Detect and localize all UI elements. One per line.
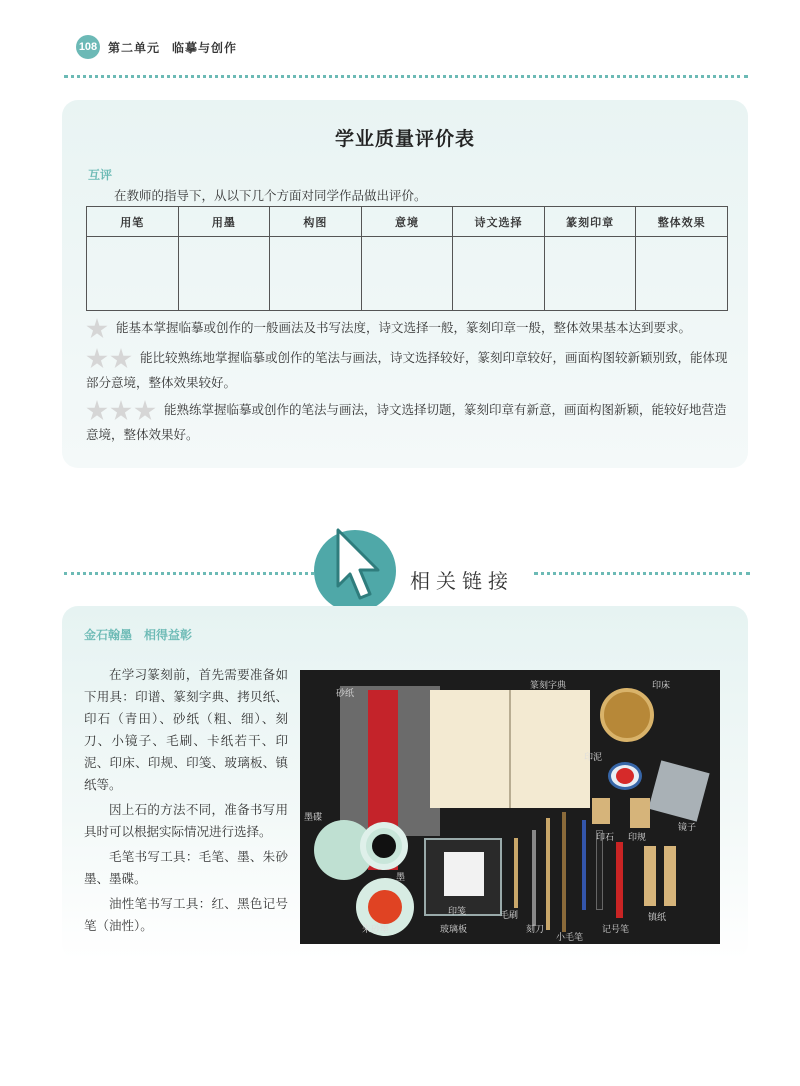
paperweight-shape <box>644 846 656 906</box>
table-row <box>87 237 728 311</box>
star-icon <box>86 348 108 370</box>
rating-text: 能熟练掌握临摹或创作的笔法与画法，诗文选择切题，篆刻印章有新意，画面构图新颖，能较好地营造意境，整体效果好。 <box>86 402 727 442</box>
brush-tool-shape <box>514 838 518 908</box>
evaluation-title: 学业质量评价表 <box>334 128 475 150</box>
table-header-row <box>87 207 728 237</box>
rating-two-star <box>86 346 730 395</box>
column-header: 构图 <box>270 207 362 237</box>
related-tag: 金石翰墨 相得益彰 <box>84 628 193 642</box>
column-header: 整体效果 <box>636 207 728 237</box>
evaluation-intro: 在教师的指导下，从以下几个方面对同学作品做出评价。 <box>114 188 427 203</box>
rating-one-star <box>86 316 730 341</box>
stars <box>86 399 158 423</box>
table-cell[interactable] <box>453 237 545 311</box>
pen-shape <box>582 820 586 910</box>
vermilion-ink-shape <box>368 890 402 924</box>
star-icon <box>134 400 156 422</box>
photo-label: 印笺 <box>448 907 467 917</box>
unit-label: 第二单元 <box>108 40 161 55</box>
related-link-header <box>0 520 800 610</box>
seal-gauge-shape <box>630 798 650 828</box>
dotted-divider <box>534 572 750 575</box>
carving-knife-shape <box>532 830 536 926</box>
paperweight-shape <box>664 846 676 906</box>
table-cell[interactable] <box>270 237 362 311</box>
seal-bed-shape <box>600 688 654 742</box>
photo-label: 印石 <box>596 833 615 843</box>
photo-label: 墨碟 <box>304 813 323 823</box>
ink-paste-red <box>616 768 634 784</box>
seal-stone-shape <box>592 798 610 824</box>
photo-label: 镜子 <box>678 823 697 833</box>
related-body <box>84 664 288 940</box>
photo-label: 刻刀 <box>526 925 545 935</box>
photo-label: 小毛笔 <box>556 933 584 943</box>
column-header: 用墨 <box>178 207 270 237</box>
mirror-shape <box>648 760 709 821</box>
seal-tools-photo <box>300 670 720 944</box>
dotted-divider <box>64 572 314 575</box>
star-icon <box>86 400 108 422</box>
column-header: 意境 <box>361 207 453 237</box>
page-header <box>76 34 237 60</box>
photo-label: 印泥 <box>584 753 603 763</box>
related-link-title: 相关链接 <box>410 569 514 593</box>
marker-red-shape <box>616 842 623 918</box>
table-cell[interactable] <box>636 237 728 311</box>
small-brush-shape <box>546 818 550 930</box>
cursor-icon <box>332 526 386 606</box>
paragraph: 在学习篆刻前，首先需要准备如下用具：印谱、篆刻字典、拷贝纸、印石（青田）、砂纸（粗、细）、刻刀、小镜子、毛刷、卡纸若干、印泥、印床、印规、印笺、玻璃板、镇纸等。 <box>84 667 288 792</box>
photo-label: 玻璃板 <box>440 925 468 935</box>
photo-label: 墨 <box>396 873 406 883</box>
table-cell[interactable] <box>544 237 636 311</box>
column-header: 篆刻印章 <box>544 207 636 237</box>
stars <box>86 317 110 341</box>
photo-label: 砂纸 <box>336 689 355 699</box>
column-header: 诗文选择 <box>453 207 545 237</box>
page-number: 108 <box>76 35 100 59</box>
paragraph: 因上石的方法不同，准备书写用具时可以根据实际情况进行选择。 <box>84 802 288 839</box>
photo-label: 印床 <box>652 681 671 691</box>
dictionary-shape <box>430 690 590 808</box>
photo-label: 朱砂墨 <box>362 925 390 935</box>
rating-text: 能基本掌握临摹或创作的一般画法及书写法度，诗文选择一般，篆刻印章一般，整体效果基本达到要求。 <box>116 320 692 335</box>
paragraph: 毛笔书写工具：毛笔、墨、朱砂墨、墨碟。 <box>84 849 288 886</box>
photo-label: 印规 <box>628 833 647 843</box>
seal-paper-shape <box>444 852 484 896</box>
table-cell[interactable] <box>178 237 270 311</box>
star-icon <box>86 318 108 340</box>
ink-shape <box>372 834 396 858</box>
table-cell[interactable] <box>361 237 453 311</box>
header-title <box>108 39 237 56</box>
photo-label: 镇纸 <box>648 913 667 923</box>
rating-three-star <box>86 398 730 447</box>
star-icon <box>110 400 132 422</box>
rating-text: 能比较熟练地掌握临摹或创作的笔法与画法，诗文选择较好，篆刻印章较好，画面构图较新颖别致，能体现部分意境，整体效果较好。 <box>86 350 728 390</box>
photo-label: 篆刻字典 <box>530 681 567 691</box>
table-cell[interactable] <box>87 237 179 311</box>
small-brush-shape <box>562 812 566 932</box>
column-header: 用笔 <box>87 207 179 237</box>
stars <box>86 347 134 371</box>
evaluation-panel <box>62 100 748 468</box>
photo-label: 记号笔 <box>602 925 630 935</box>
dotted-divider <box>64 75 748 78</box>
section-label: 临摹与创作 <box>172 40 238 55</box>
paragraph: 油性笔书写工具：红、黑色记号笔（油性）。 <box>84 896 288 933</box>
star-icon <box>110 348 132 370</box>
evaluation-table <box>86 206 728 311</box>
photo-label: 毛刷 <box>500 911 519 921</box>
peer-review-tag: 互评 <box>88 168 113 182</box>
